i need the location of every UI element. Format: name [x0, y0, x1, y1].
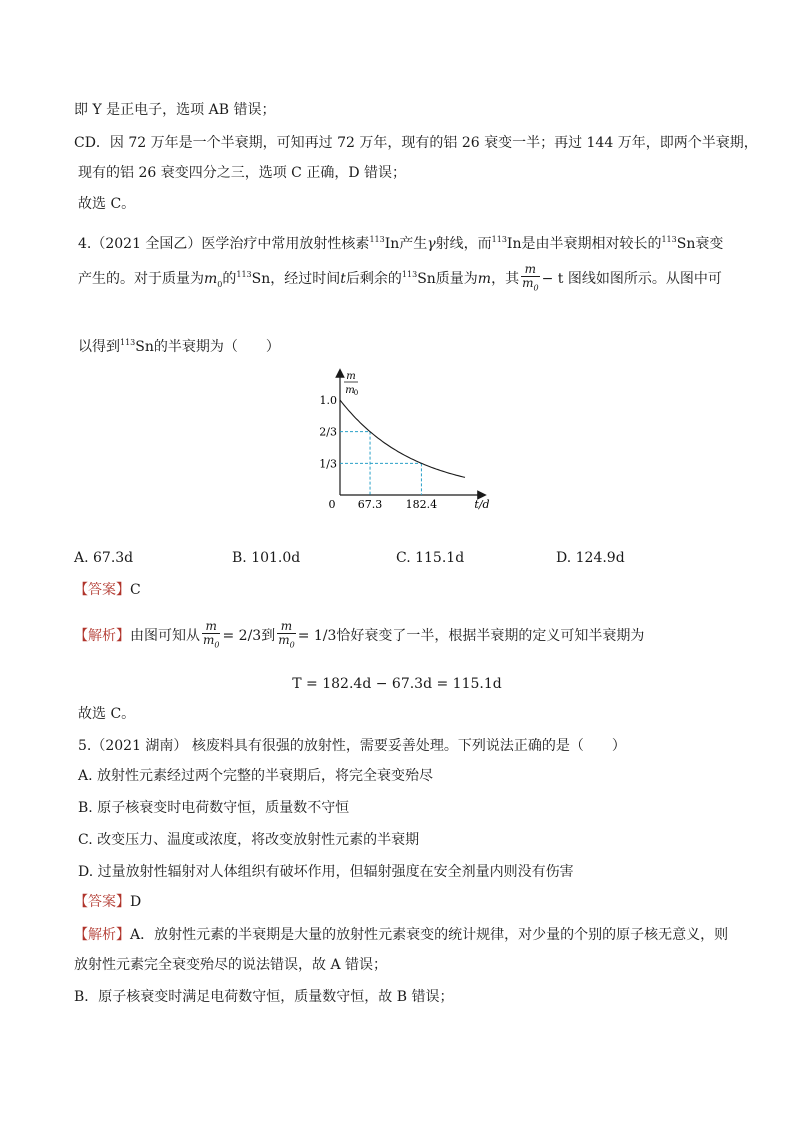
text-line: 即 Y 是正电子，选项 AB 错误； [74, 102, 276, 118]
answer-4: 【答案】C [74, 582, 141, 598]
text-line: B．原子核衰变时满足电荷数守恒，质量数守恒，故 B 错误； [74, 989, 454, 1005]
question-4-line-2: 产生的。对于质量为$m_0$的$^{113}$Sn，经过时间t后剩余的$^{113}$Sn质量为m，其 $\frac{m}{m_0}$ − t 图线如图所示。从图中可 [78, 262, 722, 293]
y-label-sub: 0 [353, 389, 359, 397]
text-line: 现有的铝 26 衰变四分之三，选项 C 正确，D 错误； [78, 165, 407, 181]
x-tick-label: 182.4 [405, 498, 438, 510]
question-5-stem: 5.（2021 湖南） 核废料具有很强的放射性，需要妥善处理。下列说法正确的是（ ） [78, 738, 626, 754]
answer-5: 【答案】D [74, 894, 142, 910]
option-b: B. 101.0d [232, 550, 301, 566]
question-4-line-1: 4.（2021 全国乙）医学治疗中常用放射性核素$^{113}$In产生γ射线，而$^{113}$In是由半衰期相对较长的$^{113}$Sn衰变 [78, 235, 724, 252]
x-axis-label: t/d [474, 498, 490, 510]
decay-curve [340, 400, 465, 477]
y-tick-label: 2/3 [319, 425, 337, 439]
option-a: A. 67.3d [74, 550, 134, 566]
q5-option-d: D. 过量放射性辐射对人体组织有破坏作用，但辐射强度在安全剂量内则没有伤害 [78, 864, 574, 880]
origin-label: 0 [328, 498, 336, 510]
fraction-m-over-m0: $\frac{m}{m_0}$ [522, 262, 539, 293]
y-label-den: m [345, 385, 355, 396]
option-c: C. 115.1d [396, 550, 465, 566]
q5-option-b: B. 原子核衰变时电荷数守恒，质量数不守恒 [78, 800, 350, 816]
text-line: 故选 C。 [78, 706, 136, 722]
q5-option-a: A. 放射性元素经过两个完整的半衰期后，将完全衰变殆尽 [78, 768, 434, 784]
y-axis-label [344, 371, 358, 397]
y-tick-label: 1/3 [319, 457, 337, 471]
q5-option-c: C. 改变压力、温度或浓度，将改变放射性元素的半衰期 [78, 832, 420, 848]
y-label-num: m [346, 371, 356, 382]
explanation-4: 【解析】由图可知从 $\frac{m}{m_0}$ = 2/3到 $\frac{m}{m_0}$ = 1/3恰好衰变了一半，根据半衰期的定义可知半衰期为 [74, 619, 645, 650]
y-tick-label: 1.0 [319, 394, 337, 407]
text-line: 放射性元素完全衰变殆尽的说法错误，故 A 错误； [74, 957, 388, 973]
text-line: 故选 C。 [78, 196, 136, 212]
option-d: D. 124.9d [556, 550, 625, 566]
decay-chart [310, 365, 490, 510]
text-line: CD．因 72 万年是一个半衰期，可知再过 72 万年，现有的铝 26 衰变一半；再过 144 万年，即两个半衰期， [74, 135, 758, 151]
formula: T = 182.4d − 67.3d = 115.1d [292, 676, 502, 692]
question-4-line-3: 以得到$^{113}$Sn的半衰期为（ ） [78, 338, 280, 355]
x-tick-label: 67.3 [357, 498, 383, 510]
explanation-5: 【解析】A．放射性元素的半衰期是大量的放射性元素衰变的统计规律，对少量的个别的原子核无意义，则 [74, 927, 729, 943]
